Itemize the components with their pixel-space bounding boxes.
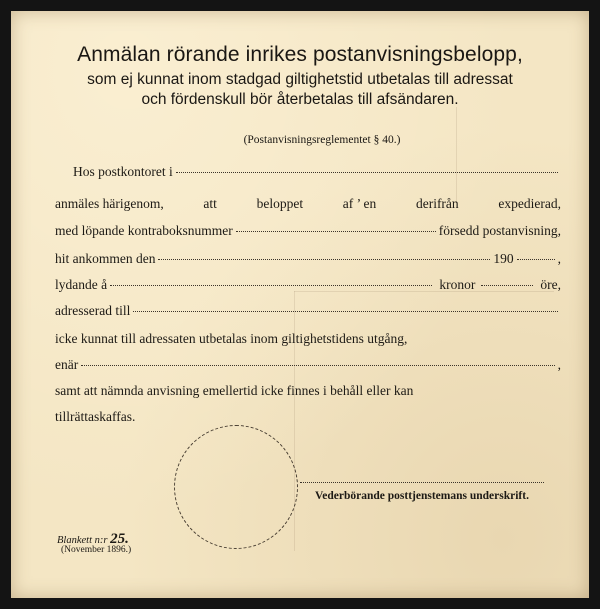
line4-c: , <box>557 251 561 266</box>
form-date: (November 1896.) <box>61 545 132 555</box>
ankommen-date-blank[interactable] <box>158 258 490 260</box>
signature-line[interactable] <box>300 482 544 483</box>
field-postkontoret <box>55 164 561 180</box>
form-subtitle-1: som ej kunnat inom stadgad giltighetstid utbetalas till adressat <box>87 71 513 88</box>
field-kontraboksnummer <box>55 223 561 239</box>
text-line-2 <box>55 196 561 212</box>
line2-c: beloppet <box>256 196 304 211</box>
text-line-7 <box>55 331 561 347</box>
line4-b: 190 <box>493 251 514 266</box>
line8-a: enär <box>55 357 79 372</box>
blankett-label: Blankett n:r <box>57 535 108 546</box>
line2-d: af ’ en <box>342 196 377 211</box>
line5-b: kronor <box>439 277 476 292</box>
field-enar <box>55 357 561 373</box>
bleed-through-rule <box>456 107 457 203</box>
line3-a: med löpande kontraboksnummer <box>55 223 233 238</box>
line9: samt att nämnda anvisning emellertid icke finnes i behåll eller kan <box>55 383 414 398</box>
line2-f: expedierad, <box>498 196 561 211</box>
text-line-10 <box>55 409 561 425</box>
field-belopp <box>55 277 561 293</box>
enar-blank[interactable] <box>81 364 554 366</box>
form-sheet <box>11 11 589 598</box>
line3-b: försedd postanvisning, <box>438 223 561 238</box>
line7: icke kunnat till adressaten utbetalas inom giltighetstidens utgång, <box>55 331 408 346</box>
text-line-9 <box>55 383 561 399</box>
form-title: Anmälan rörande inrikes postanvisningsbelopp, <box>77 43 523 66</box>
line6-a: adresserad till <box>55 303 131 318</box>
line10: tillrättaskaffas. <box>55 409 136 424</box>
ore-blank[interactable] <box>481 284 533 286</box>
kontraboksnummer-blank[interactable] <box>236 230 436 232</box>
line4-a: hit ankommen den <box>55 251 156 266</box>
line5-c: öre, <box>540 277 561 292</box>
adresserad-blank[interactable] <box>133 310 558 312</box>
line8-b: , <box>557 357 561 372</box>
line2-e: derifrån <box>415 196 459 211</box>
line2-a: anmäles härigenom, <box>55 196 164 211</box>
field-ankommen <box>55 251 561 267</box>
line5-a: lydande å <box>55 277 108 292</box>
signature-caption: Vederbörande posttjenstemans underskrift. <box>315 490 529 502</box>
regulation-reference: (Postanvisningsreglementet § 40.) <box>243 134 401 146</box>
form-subtitle-2: och fördenskull bör återbetalas till afsändaren. <box>141 91 459 108</box>
line2-b: att <box>203 196 217 211</box>
postmark-stamp-area[interactable] <box>174 425 298 549</box>
field-adresserad <box>55 303 561 319</box>
postkontoret-label: Hos postkontoret i <box>73 164 173 179</box>
lydande-blank[interactable] <box>110 284 432 286</box>
postkontoret-blank[interactable] <box>176 171 558 173</box>
year-blank[interactable] <box>517 258 555 260</box>
blankett-number: 25. <box>110 531 129 547</box>
